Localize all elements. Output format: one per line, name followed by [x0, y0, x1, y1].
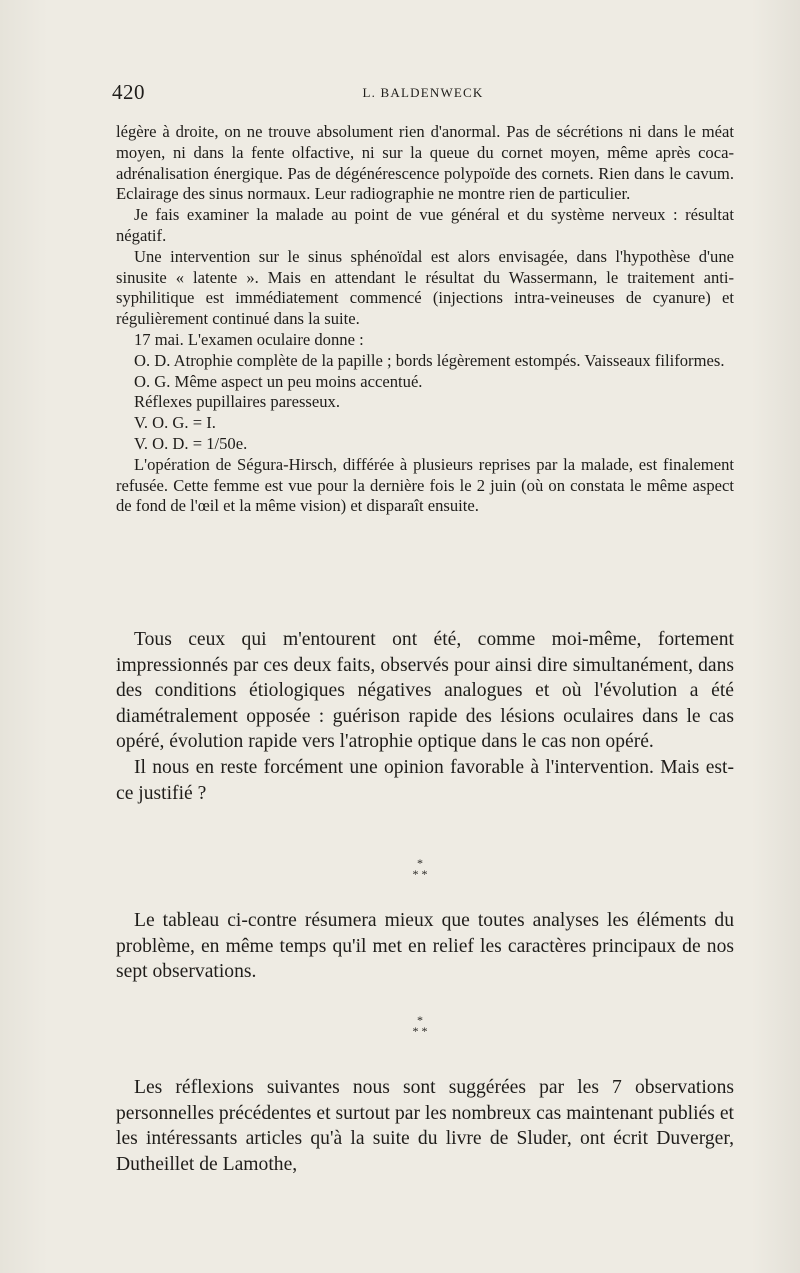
running-head: L. BALDENWECK	[362, 85, 484, 100]
paragraph: Tous ceux qui m'entourent ont été, comme moi-même, fortement impressionnés par ces deux faits, observés pour ainsi dire simultanément, dans des conditions étiologiques négatives analogues et où l'évolution a été diamétralement opposée : guérison rapide des lésions oculaires dans le cas opéré, évolution rapide vers l'atrophie optique dans le cas non opéré.	[116, 629, 734, 753]
reflections-block	[116, 1075, 734, 1177]
paragraph: légère à droite, on ne trouve absolument rien d'anormal. Pas de sécrétions ni dans le méat moyen, ni dans la fente olfactive, ni sur la queue du cornet moyen, même après coca-adrénalisation énergique. Pas de dégénérescence polypoïde des cornets. Rien dans le cavum. Eclairage des sinus normaux. Leur radiographie ne montre rien de particulier.	[116, 122, 734, 204]
paragraph: Il nous en reste forcément une opinion favorable à l'intervention. Mais est-ce justifié ?	[116, 756, 734, 804]
case-report-block	[116, 122, 734, 517]
table-intro-block	[116, 908, 734, 985]
section-separator	[360, 1015, 480, 1037]
paragraph: Je fais examiner la malade au point de vue général et du système nerveux : résultat négatif.	[116, 205, 734, 245]
paragraph: O. G. Même aspect un peu moins accentué.	[134, 371, 423, 391]
separator-stars: * *	[412, 1024, 428, 1038]
paragraph: Une intervention sur le sinus sphénoïdal est alors envisagée, dans l'hypothèse d'une sinusite « latente ». Mais en attendant le résultat du Wassermann, le traitement anti-syphilitique est immédiatement commencé (injections intra-veineuses de cyanure) et régulièrement continué dans la suite.	[116, 246, 734, 329]
section-separator	[360, 858, 480, 880]
discussion-block	[116, 627, 734, 806]
page-number: 420	[112, 80, 145, 104]
paragraph: 17 mai. L'examen oculaire donne :	[134, 329, 364, 349]
paragraph: Réflexes pupillaires paresseux.	[134, 392, 340, 412]
separator-stars: * *	[412, 867, 428, 881]
paragraph: V. O. G. = I.	[134, 413, 216, 433]
page-header	[112, 80, 734, 104]
paragraph: Les réflexions suivantes nous sont suggérées par les 7 observations personnelles précédentes et surtout par les nombreux cas maintenant publiés et les intéressants articles qu'à la suite du livre de Sluder, ont écrit Duverger, Dutheillet de Lamothe,	[116, 1077, 734, 1175]
separator-star: *	[417, 1013, 423, 1027]
paragraph: V. O. D. = 1/50e.	[134, 433, 248, 453]
paragraph: Le tableau ci-contre résumera mieux que toutes analyses les éléments du problème, en même temps qu'il met en relief les caractères principaux de nos sept observations.	[116, 910, 734, 983]
separator-star: *	[417, 856, 423, 870]
paragraph: O. D. Atrophie complète de la papille ; bords légèrement estompés. Vaisseaux filiformes.	[134, 350, 725, 370]
paragraph: L'opération de Ségura-Hirsch, différée à plusieurs reprises par la malade, est finalement refusée. Cette femme est vue pour la dernière fois le 2 juin (où on constata le même aspect de fond de l'œil et la même vision) et disparaît ensuite.	[116, 454, 734, 516]
